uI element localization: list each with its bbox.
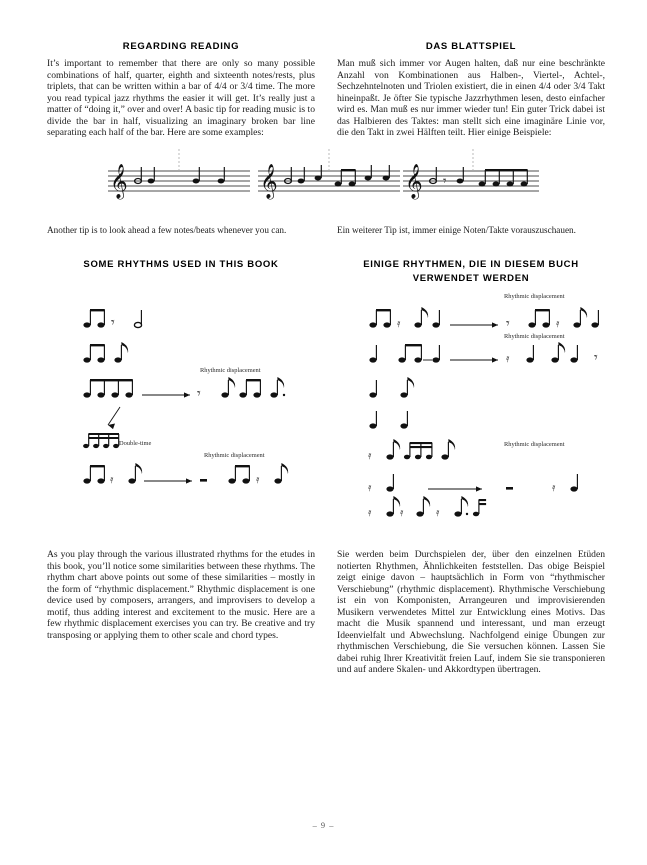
augmentation-dot — [283, 394, 285, 396]
left-displacement-label-2: Rhythmic displacement — [204, 452, 265, 459]
music-example-staff-3 — [403, 163, 539, 203]
arrowhead — [108, 424, 115, 430]
eighth-flag — [558, 342, 565, 353]
eighth-flag — [423, 496, 430, 507]
eighth-flag — [580, 307, 587, 318]
eighth-flag — [461, 496, 468, 507]
eighth-flag — [121, 342, 128, 353]
augmentation-dot — [466, 513, 468, 515]
left-rhythm-heading: SOME RHYTHMS USED IN THIS BOOK — [83, 259, 279, 270]
quarter-note — [148, 167, 155, 184]
eighth-rest-icon — [443, 174, 447, 189]
svg-text:𝄞: 𝄞 — [260, 164, 278, 199]
arrowhead — [186, 478, 192, 483]
left-intro-paragraph: It’s important to remember that there are only so many possible combinations of half, quarter, eighth and sixteenth notes/rests, plus triplets, that can be written within a bar of 4/4 or 3/4 time. The more you read typical jazz rhythms the easier it will get. It’s really just a matter of “doing it,” over and over! A basic tip for reading music is to divide the bar in half, visualizing an imaginary broken bar line separating each half of the bar. Here are some examples: — [47, 58, 315, 139]
beamed-eighth-pair — [335, 169, 356, 187]
rhythm-row-6 — [368, 474, 578, 494]
page-number: – 9 – — [312, 821, 335, 830]
arrowhead — [492, 357, 498, 362]
quarter-note — [365, 165, 372, 181]
rhythm-row-4 — [369, 411, 407, 429]
half-note — [134, 322, 141, 327]
right-rhythm-heading-line2: VERWENDET WERDEN — [412, 272, 530, 284]
right-rhythm-heading — [337, 258, 605, 286]
right-rhythm-heading-line1: EINIGE RHYTHMEN, DIE IN DIESEM BUCH — [363, 259, 579, 270]
eighth-flag — [281, 463, 288, 474]
left-rhythm-chart — [80, 303, 310, 493]
quarter-note — [383, 165, 390, 181]
rhythm-row-5 — [83, 463, 288, 486]
quarter-note — [218, 167, 225, 184]
right-tip-text: Ein weiterer Tip ist, immer einige Noten/Takte vorauszuschauen. — [337, 225, 576, 235]
sixteenth-rest-icon: 𝄿 — [400, 506, 404, 519]
right-displacement-label-1: Rhythmic displacement — [504, 293, 565, 300]
quarter-rest-icon — [506, 487, 513, 490]
sixteenth-rest-icon: 𝄿 — [368, 506, 372, 519]
arrowhead — [476, 486, 482, 491]
right-displacement-label-3: Rhythmic displacement — [504, 441, 565, 448]
rhythm-row-1 — [83, 309, 141, 331]
quarter-rest-icon — [200, 479, 207, 482]
arrowhead — [492, 322, 498, 327]
right-intro-paragraph: Man muß sich immer vor Augen halten, daß nur eine beschränkte Anzahl von Kombinationen aus Halben-, Viertel-, Achtel-, Sechzehntelnoten und Triolen existiert, die in einen 4/4 oder 3/4 Takt hineinpaßt. Je öfter Sie typische Jazzrhythmen lesen, desto einfacher wird es. Man muß es nur immer wieder tun! Ein guter Trick dabei ist das Halbieren des Taktes: man stellt sich eine imaginäre Linie vor, die den Takt in zwei Hälften teilt. Hier einige Beispiele: — [337, 58, 605, 139]
rhythm-row-3 — [369, 377, 414, 398]
sixteenth-rest-icon: 𝄿 — [552, 481, 556, 494]
eighth-rest-icon: 𝄾 — [594, 350, 598, 366]
music-example-staff-1 — [108, 163, 250, 203]
eighth-rest-icon: 𝄾 — [111, 315, 115, 331]
eighth-flag — [407, 377, 414, 388]
beamed-eighth-group — [479, 169, 528, 187]
left-tip-text: Another tip is to look ahead a few notes/beats whenever you can. — [47, 225, 287, 235]
double-time-pointer — [108, 407, 120, 425]
rhythm-row-7 — [368, 496, 486, 519]
music-example-staff-2 — [258, 163, 400, 203]
sixteenth-rest-icon: 𝄿 — [368, 449, 372, 462]
rhythm-row-5 — [368, 439, 455, 462]
sixteenth-rest-icon: 𝄿 — [397, 317, 401, 330]
svg-text:𝄾: 𝄾 — [443, 174, 447, 189]
eighth-flag — [277, 377, 284, 388]
rhythm-row-3 — [83, 377, 285, 402]
left-closing-paragraph: As you play through the various illustrated rhythms for the etudes in this book, you’ll notice some similarities between these rhythms. The rhythm chart above points out some of these similarities – mostly in the form of “rhythmic displacement.” Rhythmic displacement is one device used by composers, arrangers, and improvisers to develop a motif, thus adding interest and excitement to the music. Here are a few rhythmic displacement exercises you can try. Be creative and try transposing or applying them to other scale and chord types. — [47, 549, 315, 641]
right-section-heading: DAS BLATTSPIEL — [425, 41, 517, 52]
eighth-rest-icon: 𝄾 — [506, 316, 510, 332]
eighth-flag — [393, 439, 400, 450]
eighth-flag — [448, 439, 455, 450]
svg-text:𝄞: 𝄞 — [110, 164, 128, 199]
treble-clef-icon — [260, 164, 278, 200]
right-displacement-label-2: Rhythmic displacement — [504, 333, 565, 340]
quarter-note — [457, 167, 464, 184]
quarter-note — [298, 167, 305, 184]
rhythm-row-1 — [369, 307, 598, 332]
left-displacement-label-1: Rhythmic displacement — [200, 367, 261, 374]
eighth-flag — [421, 307, 428, 318]
quarter-note — [315, 165, 322, 181]
eighth-flag — [135, 463, 142, 474]
rhythm-row-2 — [83, 342, 128, 363]
sixteenth-rest-icon: 𝄿 — [436, 506, 440, 519]
treble-clef-icon — [110, 164, 128, 200]
sixteenth-rest-icon: 𝄿 — [506, 352, 510, 365]
sixteenth-rest-icon: 𝄿 — [110, 473, 114, 486]
svg-text:𝄞: 𝄞 — [405, 164, 423, 199]
arrowhead — [184, 392, 190, 397]
double-time-label: Double-time — [119, 440, 152, 447]
rhythm-row-2 — [369, 342, 598, 366]
sixteenth-rest-icon: 𝄿 — [556, 317, 560, 330]
right-rhythm-chart — [366, 303, 616, 518]
eighth-rest-icon: 𝄾 — [197, 386, 201, 402]
sixteenth-rest-icon: 𝄿 — [256, 473, 260, 486]
quarter-note — [193, 167, 200, 184]
sixteenth-rest-icon: 𝄿 — [368, 481, 372, 494]
rhythm-row-4-sixteenths — [83, 433, 119, 448]
eighth-flag — [228, 377, 235, 388]
left-section-heading: REGARDING READING — [122, 41, 240, 52]
treble-clef-icon — [405, 164, 423, 200]
right-closing-paragraph: Sie werden beim Durchspielen der, über den einzelnen Etüden notierten Rhythmen, Ähnlichkeiten feststellen. Das obige Beispiel zeigt einige davon – hauptsächlich in Form von “rhythmischer Verschiebung” (rhythmic displacement). Rhythmische Verschiebung ist ein von Komponisten, Arrangeuren und improvisierenden Musikern verwendetes Mittel zur Entwicklung eines Motivs. Das macht die Musik spannend und interessant, und man erzeugt Ideenvielfalt und Abwechslung. Nachfolgend einige Übungen zur rhythmischen Verschiebung, die Sie versuchen können. Lassen Sie dabei ruhig Ihrer Kreativität freien Lauf, indem Sie sie transponieren und auf andere Skalen- und Akkordtypen übertragen. — [337, 549, 605, 676]
